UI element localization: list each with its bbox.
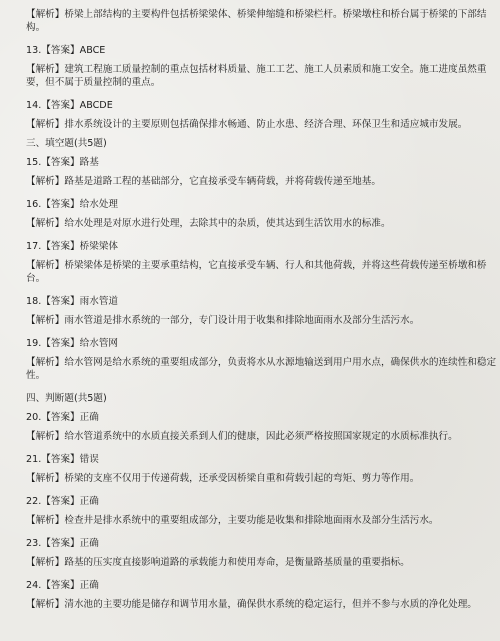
answer-17: 17.【答案】桥梁梁体 <box>26 241 119 252</box>
answer-13: 13.【答案】ABCE <box>26 45 106 56</box>
answer-20: 20.【答案】正确 <box>26 412 99 423</box>
explanation-19: 【解析】给水管网是给水系统的重要组成部分，负责将水从水源地输送到用户用水点，确保供水的连续性和稳定 <box>26 357 497 368</box>
answer-16: 16.【答案】给水处理 <box>26 199 119 210</box>
explanation-16: 【解析】给水处理是对原水进行处理，去除其中的杂质，使其达到生活饮用水的标准。 <box>26 218 391 229</box>
section-heading-fill-in: 三、填空题(共5题) <box>26 138 107 149</box>
answer-19: 19.【答案】给水管网 <box>26 338 119 349</box>
explanation-19-cont: 性。 <box>26 370 46 381</box>
answer-21: 21.【答案】错误 <box>26 454 99 465</box>
explanation-13: 【解析】建筑工程施工质量控制的重点包括材料质量、施工工艺、施工人员素质和施工安全。施工进度虽然重 <box>26 64 487 75</box>
explanation-line: 构。 <box>26 22 46 33</box>
section-heading-true-false: 四、判断题(共5题) <box>26 393 107 404</box>
explanation-14: 【解析】排水系统设计的主要原则包括确保排水畅通、防止水患、经济合理、环保卫生和适应城市发展。 <box>26 119 468 130</box>
answer-22: 22.【答案】正确 <box>26 496 99 507</box>
explanation-15: 【解析】路基是道路工程的基础部分，它直接承受车辆荷载，并将荷载传递至地基。 <box>26 176 381 187</box>
answer-14: 14.【答案】ABCDE <box>26 100 113 111</box>
explanation-17-cont: 台。 <box>26 273 46 284</box>
explanation-line: 【解析】桥梁上部结构的主要构件包括桥梁梁体、桥梁伸缩缝和桥梁栏杆。桥梁墩柱和桥台属于桥梁的下部结 <box>26 9 487 20</box>
answer-24: 24.【答案】正确 <box>26 580 99 591</box>
answer-15: 15.【答案】路基 <box>26 157 99 168</box>
explanation-24: 【解析】清水池的主要功能是储存和调节用水量，确保供水系统的稳定运行，但并不参与水质的净化处理。 <box>26 599 477 610</box>
explanation-21: 【解析】桥梁的支座不仅用于传递荷载，还承受因桥梁自重和荷载引起的弯矩、剪力等作用。 <box>26 473 420 484</box>
explanation-17: 【解析】桥梁梁体是桥梁的主要承重结构，它直接承受车辆、行人和其他荷载，并将这些荷载传递至桥墩和桥 <box>26 260 487 271</box>
explanation-18: 【解析】雨水管道是排水系统的一部分，专门设计用于收集和排除地面雨水及部分生活污水。 <box>26 315 420 326</box>
answer-18: 18.【答案】雨水管道 <box>26 296 119 307</box>
answer-23: 23.【答案】正确 <box>26 538 99 549</box>
explanation-23: 【解析】路基的压实度直接影响道路的承载能力和使用寿命，是衡量路基质量的重要指标。 <box>26 557 410 568</box>
explanation-22: 【解析】检查井是排水系统中的重要组成部分，主要功能是收集和排除地面雨水及部分生活污水。 <box>26 515 439 526</box>
explanation-13-cont: 要，但不属于质量控制的重点。 <box>26 77 161 88</box>
explanation-20: 【解析】给水管道系统中的水质直接关系到人们的健康，因此必须严格按照国家规定的水质标准执行。 <box>26 431 458 442</box>
